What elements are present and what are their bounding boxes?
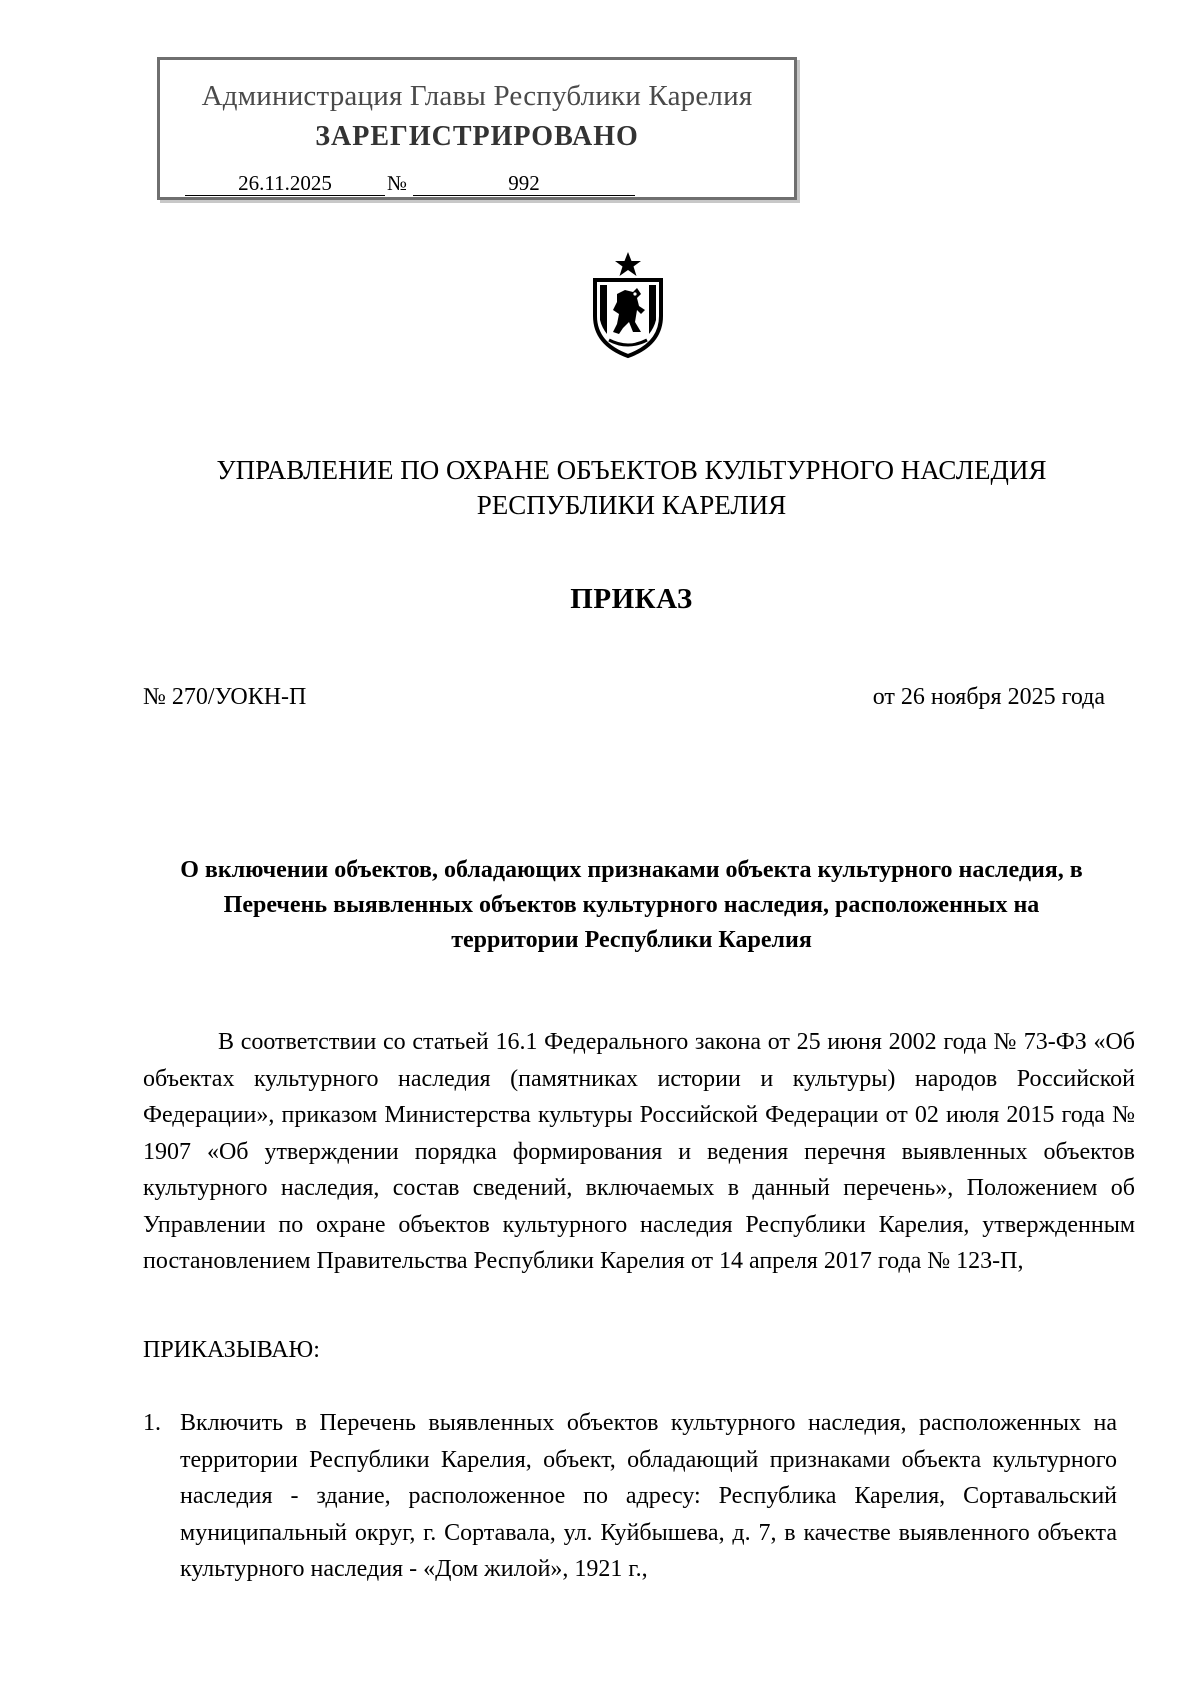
list-item-text: Включить в Перечень выявленных объектов культурного наследия, расположенных на территории Республики Карелия, объект, обладающий признаками объекта культурного наследия - здание, расположенное по адресу: Республика Карелия, Сортавальский муниципальный округ, г. Сортавала, ул. Куйбышева, д. 7, в качестве выявленного объекта культурного наследия - «Дом жилой», 1921 г., bbox=[180, 1410, 1117, 1582]
agency-name-line-1: УПРАВЛЕНИЕ ПО ОХРАНЕ ОБЪЕКТОВ КУЛЬТУРНОГО НАСЛЕДИЯ bbox=[216, 455, 1047, 485]
order-word: ПРИКАЗЫВАЮ: bbox=[143, 1337, 320, 1363]
document-number: № 270/УОКН-П bbox=[143, 684, 307, 710]
stamp-date: 26.11.2025 bbox=[185, 171, 385, 196]
stamp-number-label: № bbox=[387, 171, 408, 195]
list-item-number: 1. bbox=[143, 1410, 161, 1436]
registration-stamp bbox=[157, 57, 797, 200]
document-subject: О включении объектов, обладающих признаками объекта культурного наследия, в Перечень выявленных объектов культурного наследия, расположенных на территории Республики Карелия bbox=[180, 857, 1083, 953]
stamp-number: 992 bbox=[413, 171, 635, 196]
stamp-organization: Администрация Главы Республики Карелия bbox=[201, 80, 753, 112]
karelia-coat-of-arms-icon bbox=[583, 250, 673, 360]
document-date: от 26 ноября 2025 года bbox=[872, 684, 1105, 710]
stamp-status: ЗАРЕГИСТРИРОВАНО bbox=[315, 121, 639, 152]
document-type: ПРИКАЗ bbox=[570, 583, 693, 615]
list-item bbox=[143, 1405, 1117, 1588]
stamp-registration-line bbox=[185, 171, 770, 199]
preamble-paragraph: В соответствии со статьей 16.1 Федерального закона от 25 июня 2002 года № 73-ФЗ «Об объектах культурного наследия (памятниках истории и культуры) народов Российской Федерации», приказом Министерства культуры Российской Федерации от 02 июля 2015 года № 1907 «Об утверждении порядка формирования и ведения перечня выявленных объектов культурного наследия, состав сведений, включаемых в данный перечень», Положением об Управлении по охране объектов культурного наследия Республики Карелия, утвержденным постановлением Правительства Республики Карелия от 14 апреля 2017 года № 123-П, bbox=[143, 1029, 1135, 1274]
agency-name-line-2: РЕСПУБЛИКИ КАРЕЛИЯ bbox=[476, 490, 787, 520]
